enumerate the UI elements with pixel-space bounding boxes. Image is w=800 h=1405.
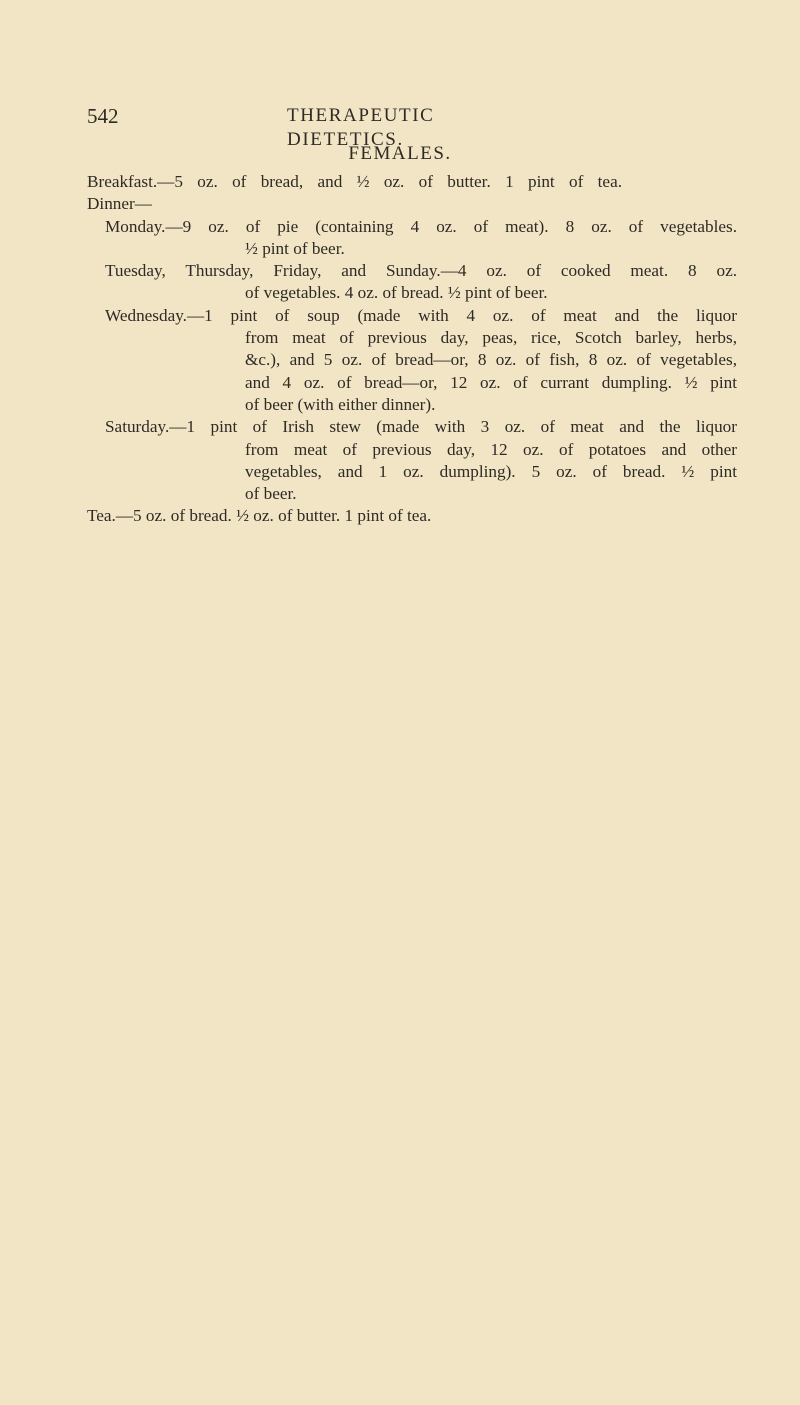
tuesday-line-1: Tuesday, Thursday, Friday, and Sunday.—4 oz. of cooked meat. 8 oz. <box>105 261 737 281</box>
running-head: THERAPEUTIC DIETETICS. <box>287 105 435 150</box>
page-number: 542 <box>87 104 119 128</box>
wednesday-line-3: &c.), and 5 oz. of bread—or, 8 oz. of fish, 8 oz. of vegetables, <box>245 350 737 370</box>
tea-line: Tea.—5 oz. of bread. ½ oz. of butter. 1 pint of tea. <box>87 506 432 526</box>
breakfast-line: Breakfast.—5 oz. of bread, and ½ oz. of butter. 1 pint of tea. <box>87 172 622 191</box>
saturday-line-4: of beer. <box>245 484 297 504</box>
monday-line-2: ½ pint of beer. <box>245 238 345 258</box>
monday-line-1: Monday.—9 oz. of pie (containing 4 oz. of meat). 8 oz. of vegetables. <box>105 216 737 236</box>
dinner-heading: Dinner— <box>87 194 152 214</box>
wednesday-line-1: Wednesday.—1 pint of soup (made with 4 oz. of meat and the liquor <box>105 305 737 325</box>
saturday-line-3: vegetables, and 1 oz. dumpling). 5 oz. of bread. ½ pint <box>245 461 737 481</box>
saturday-line-1: Saturday.—1 pint of Irish stew (made with 3 oz. of meat and the liquor <box>105 417 737 437</box>
wednesday-line-2: from meat of previous day, peas, rice, Scotch barley, herbs, <box>245 328 737 348</box>
wednesday-line-4: and 4 oz. of bread—or, 12 oz. of currant dumpling. ½ pint <box>245 372 737 392</box>
diet-table-text <box>87 171 737 528</box>
tuesday-line-2: of vegetables. 4 oz. of bread. ½ pint of beer. <box>245 283 548 303</box>
wednesday-line-5: of beer (with either dinner). <box>245 394 436 414</box>
saturday-line-2: from meat of previous day, 12 oz. of potatoes and other <box>245 439 737 459</box>
section-title: FEMALES. <box>348 143 452 164</box>
